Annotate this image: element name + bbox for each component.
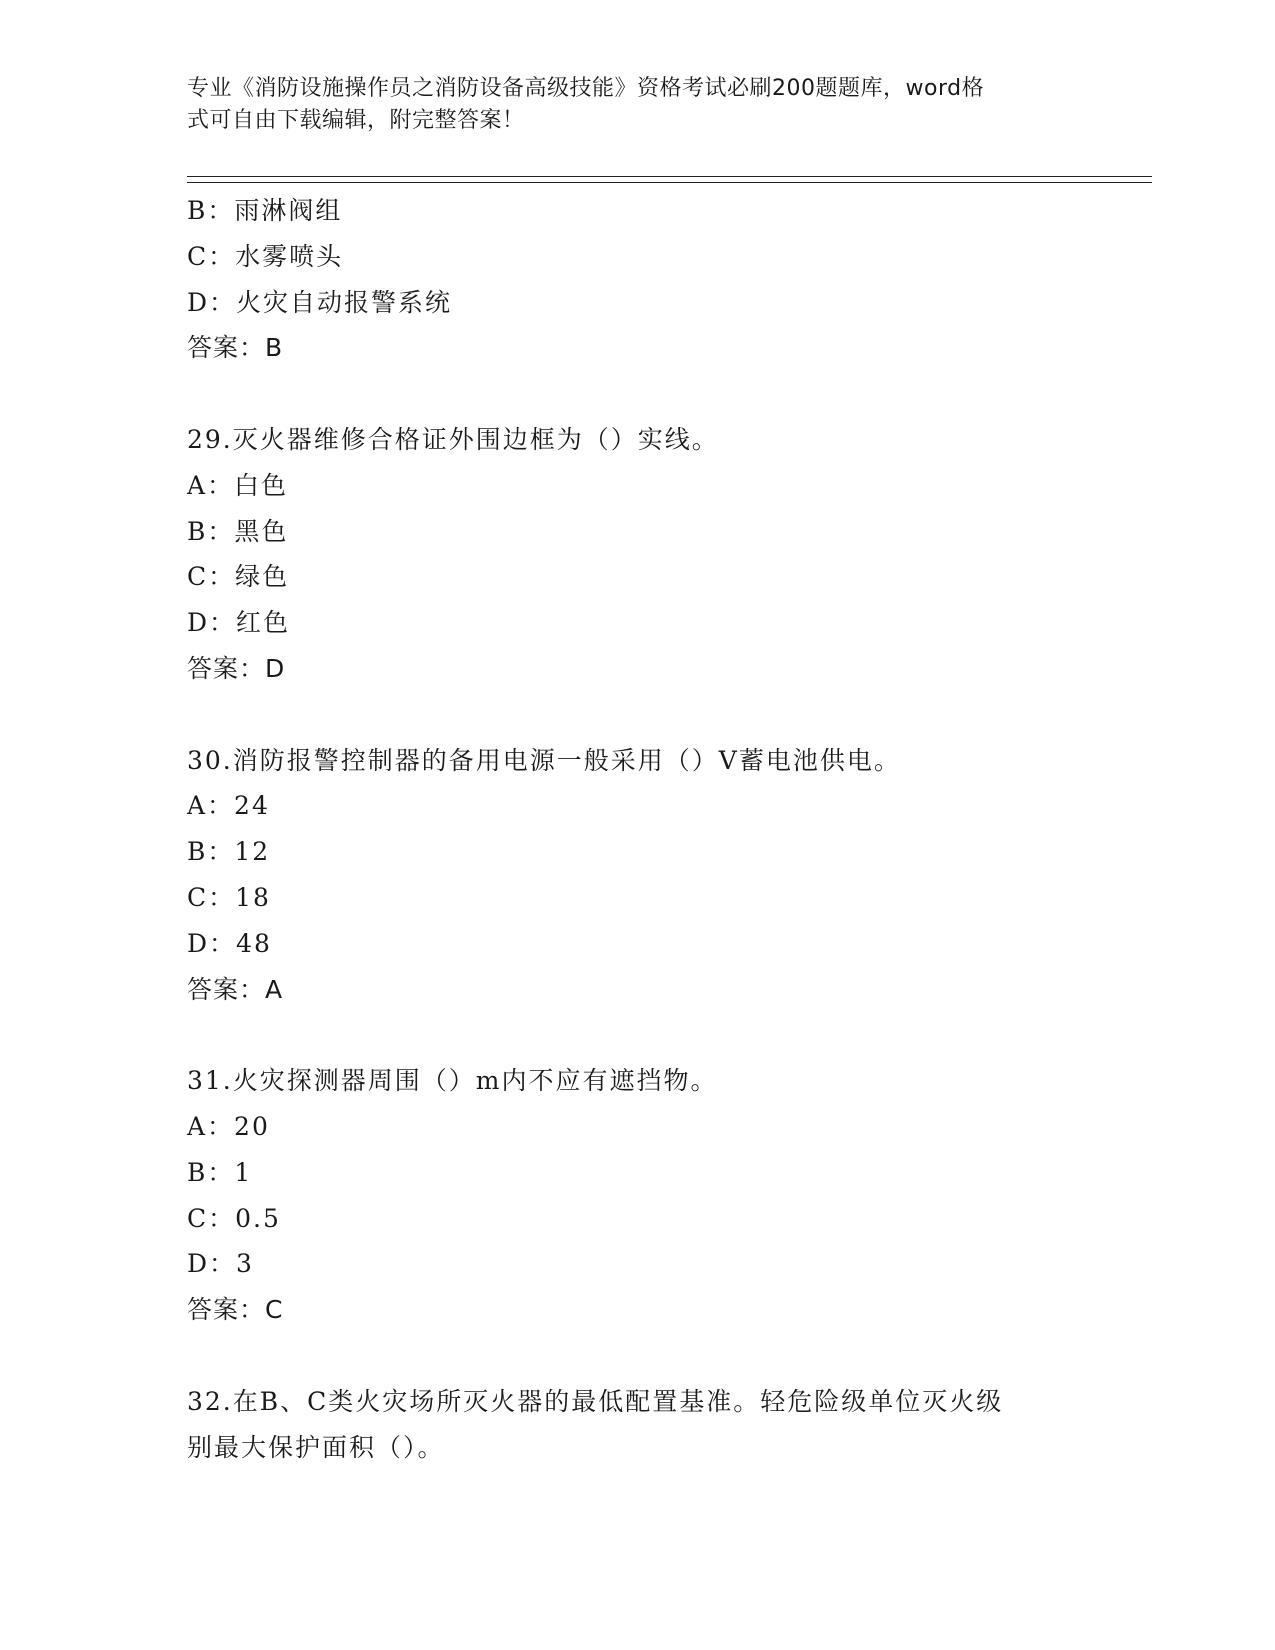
question-stem: 30.消防报警控制器的备用电源一般采用（）V蓄电池供电。 [187,745,901,775]
option-a: A：20 [187,1111,270,1141]
header-title-line-2: 式可自由下载编辑，附完整答案！ [187,108,525,133]
answer-line: 答案：D [187,653,286,683]
question-stem: 29.灭火器维修合格证外围边框为（）实线。 [187,424,719,454]
option-c: C：绿色 [187,562,290,592]
option-c: C：水雾喷头 [187,241,344,271]
option-d: D：3 [187,1249,254,1279]
option-a: A：24 [187,791,270,821]
option-a: A：白色 [187,470,289,500]
spacer [187,371,1087,417]
option-d: D：48 [187,928,272,958]
question-stem-line-2: 别最大保护面积（）。 [187,1432,445,1462]
option-b: B：黑色 [187,516,289,546]
header-rule-bottom [187,182,1152,183]
option-c: C：0.5 [187,1203,281,1233]
question-31 [187,1058,1087,1333]
question-list [187,188,1087,1470]
question-32 [187,1379,1087,1471]
question-stem: 31.火灾探测器周围（）m内不应有遮挡物。 [187,1066,718,1096]
question-stem-line-1: 32.在B、C类火灾场所灭火器的最低配置基准。轻危险级单位灭火级 [187,1386,1004,1416]
option-d: D：红色 [187,608,291,638]
header-rule-top [187,176,1152,177]
spacer [187,1012,1087,1058]
option-b: B：1 [187,1157,253,1187]
option-c: C：18 [187,882,271,912]
option-b: B：雨淋阀组 [187,196,343,225]
header-title-line-1: 专业《消防设施操作员之消防设备高级技能》资格考试必刷200题题库，word格 [187,76,985,101]
question-29 [187,417,1087,692]
option-d: D：火灾自动报警系统 [187,287,453,317]
answer-line: 答案：A [187,974,284,1004]
option-b: B：12 [187,837,271,867]
question-30 [187,738,1087,1013]
answer-line: 答案：C [187,1295,284,1325]
spacer [187,692,1087,738]
question-28-continued [187,188,1087,371]
document-header [187,73,1067,137]
spacer [187,1333,1087,1379]
answer-line: 答案：B [187,333,284,363]
